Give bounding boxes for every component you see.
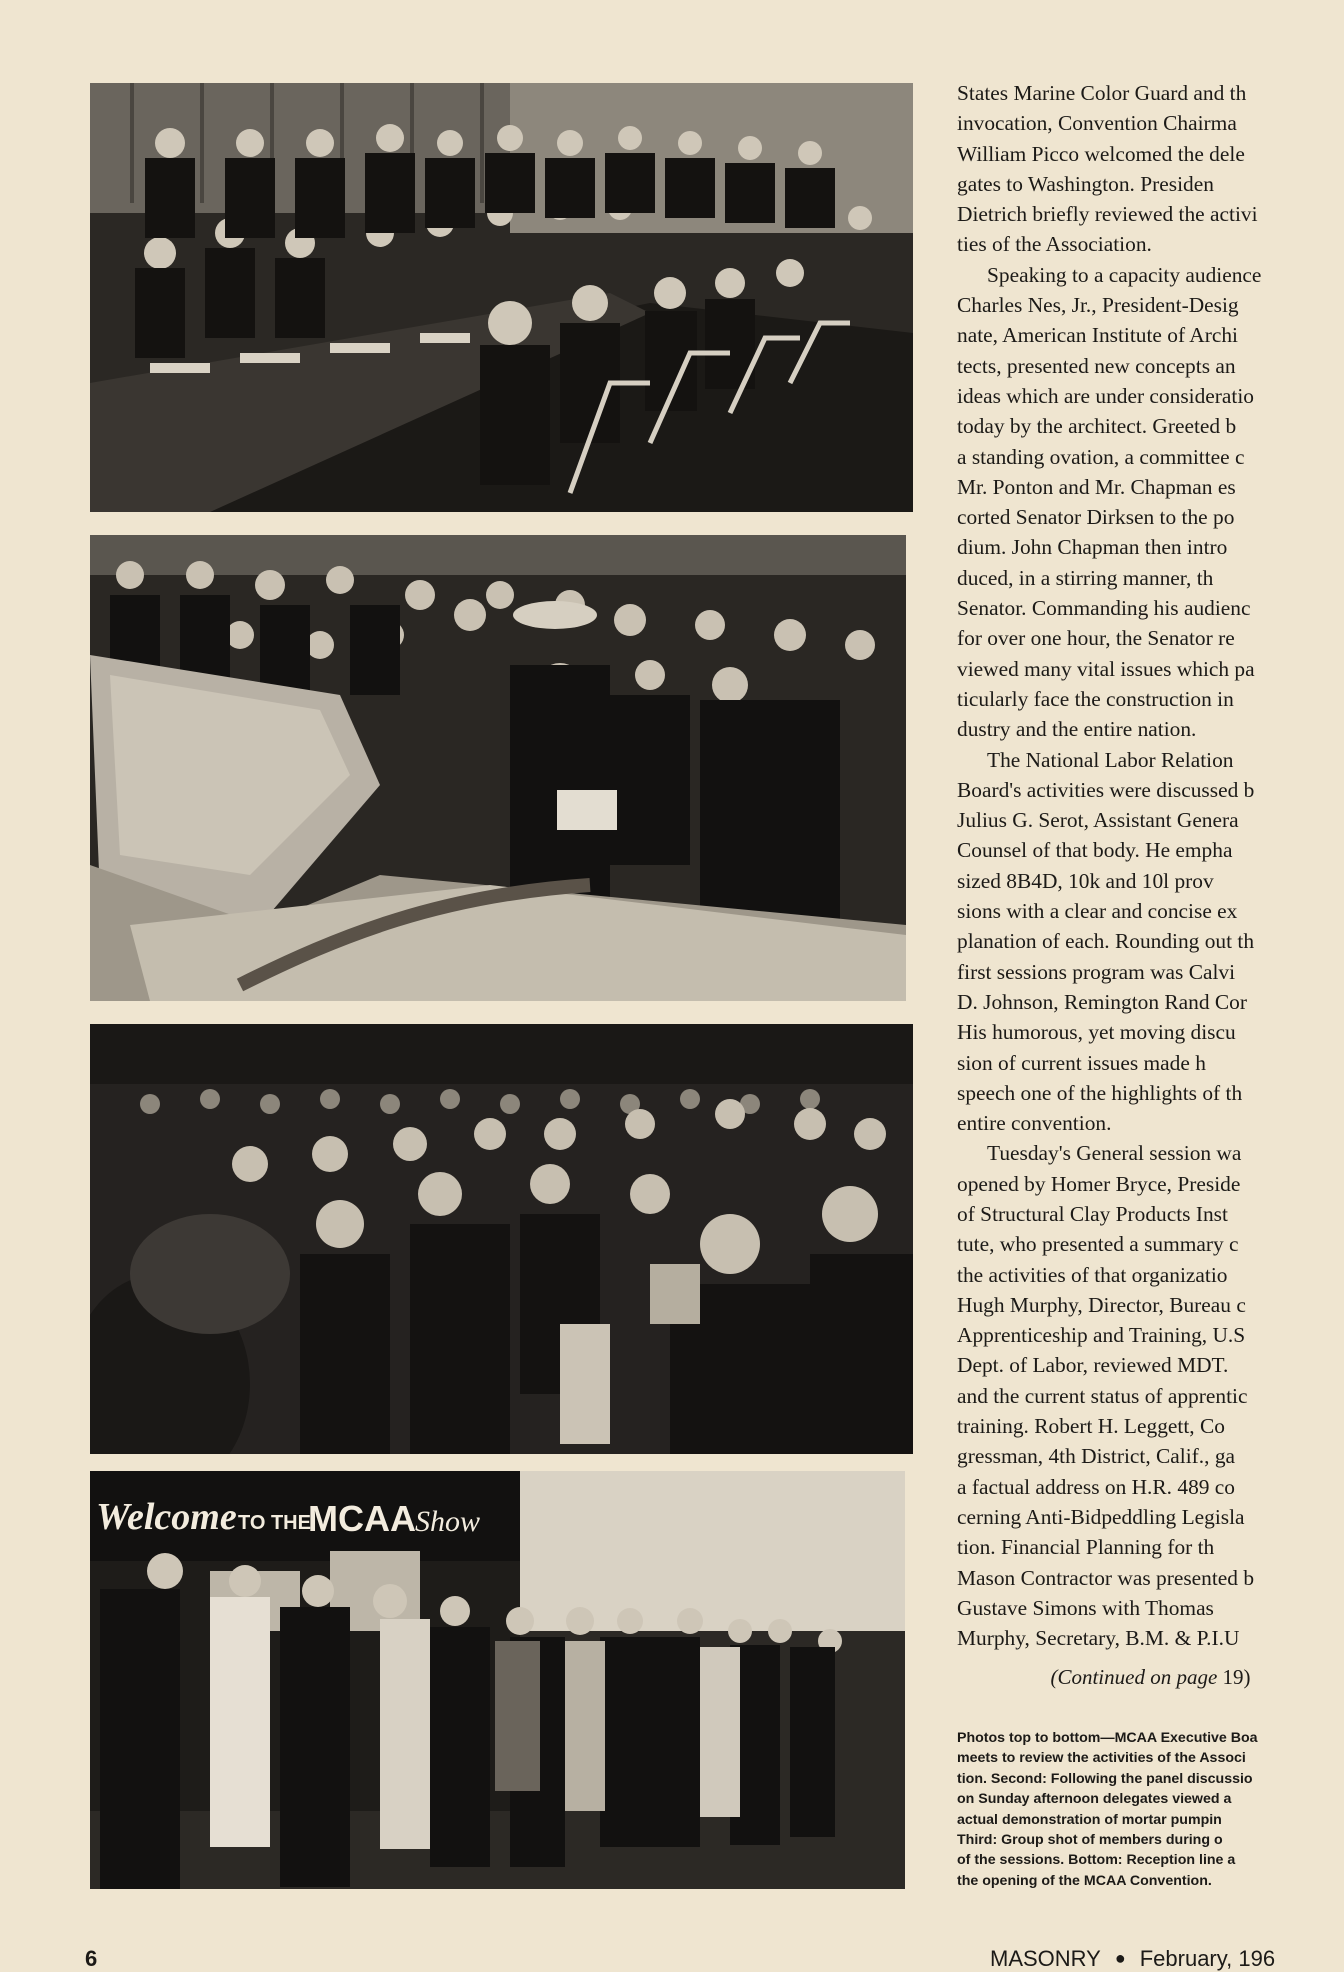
article-line: Gustave Simons with Thomas <box>957 1595 1214 1620</box>
article-line: His humorous, yet moving discu <box>957 1020 1236 1045</box>
article-line: for over one hour, the Senator re <box>957 626 1235 651</box>
article-line: Mason Contractor was presented b <box>957 1565 1255 1590</box>
article-line: Murphy, Secretary, B.M. & P.I.U <box>957 1626 1240 1651</box>
article-line: Mr. Ponton and Mr. Chapman es <box>957 474 1236 499</box>
article-line: Dept. of Labor, reviewed MDT. <box>957 1353 1229 1378</box>
article-line: The National Labor Relation <box>987 747 1234 772</box>
article-line: tects, presented new concepts an <box>957 353 1236 378</box>
continued-label: (Continued on page <box>1050 1665 1218 1689</box>
continued-note <box>957 1665 1344 1690</box>
issue-date: February, 196 <box>1139 1946 1276 1971</box>
article-line: gates to Washington. Presiden <box>957 171 1214 196</box>
caption-line: on Sunday afternoon delegates viewed a <box>957 1791 1232 1808</box>
svg-text:Show: Show <box>415 1505 481 1538</box>
photo-executive-board <box>90 83 913 512</box>
article-line: Senator. Commanding his audienc <box>957 596 1251 621</box>
photo-session-audience <box>90 1024 913 1454</box>
article-line: of Structural Clay Products Inst <box>957 1201 1228 1226</box>
caption-line: Photos top to bottom—MCAA Executive Boa <box>957 1730 1258 1746</box>
article-line: corted Senator Dirksen to the po <box>957 505 1235 530</box>
article-line: States Marine Color Guard and th <box>957 81 1247 105</box>
article-line: gressman, 4th District, Calif., ga <box>957 1444 1236 1469</box>
article-line: today by the architect. Greeted b <box>957 414 1237 439</box>
article-line: nate, American Institute of Archi <box>957 323 1238 348</box>
article-line: training. Robert H. Leggett, Co <box>957 1414 1225 1439</box>
svg-text:TO THE: TO THE <box>238 1512 311 1534</box>
caption-line: tion. Second: Following the panel discussio <box>957 1770 1253 1787</box>
page-number: 6 <box>85 1946 98 1971</box>
article-text <box>957 78 1344 1653</box>
article-line: a standing ovation, a committee c <box>957 444 1245 469</box>
article-line: sions with a clear and concise ex <box>957 899 1238 924</box>
caption-line: Third: Group shot of members during o <box>957 1832 1223 1849</box>
caption-line: of the sessions. Bottom: Reception line a <box>957 1852 1236 1869</box>
article-line: D. Johnson, Remington Rand Cor <box>957 989 1247 1014</box>
article-line: planation of each. Rounding out th <box>957 929 1255 954</box>
article-line: opened by Homer Bryce, Preside <box>957 1171 1241 1196</box>
article-line: ticularly face the construction in <box>957 686 1234 711</box>
article-line: first sessions program was Calvi <box>957 959 1236 984</box>
article-line: ties of the Association. <box>957 232 1152 257</box>
svg-text:MCAA: MCAA <box>308 1498 416 1539</box>
article-line: viewed many vital issues which pa <box>957 656 1255 681</box>
article-line: the activities of that organizatio <box>957 1262 1228 1287</box>
article-line: invocation, Convention Chairma <box>957 111 1237 136</box>
article-line: sized 8B4D, 10k and 10l prov <box>957 868 1214 893</box>
article-line: Board's activities were discussed b <box>957 777 1255 802</box>
caption-line: the opening of the MCAA Convention. <box>957 1872 1212 1889</box>
article-line: speech one of the highlights of th <box>957 1080 1243 1105</box>
welcome-banner: Welcome <box>96 1496 237 1538</box>
article-line: sion of current issues made h <box>957 1050 1206 1075</box>
article-line: dustry and the entire nation. <box>957 717 1197 742</box>
article-line: Apprenticeship and Training, U.S <box>957 1323 1246 1348</box>
article-line: dium. John Chapman then intro <box>957 535 1228 560</box>
caption-line: meets to review the activities of the Associ <box>957 1750 1246 1767</box>
photo-caption <box>957 1728 1344 1891</box>
photo-reception-line <box>90 1471 905 1889</box>
article-line: and the current status of apprentic <box>957 1383 1248 1408</box>
article-line: cerning Anti-Bidpeddling Legisla <box>957 1504 1245 1529</box>
magazine-name: MASONRY <box>990 1946 1101 1971</box>
photo-mortar-pumping-demo <box>90 535 906 1001</box>
caption-line: actual demonstration of mortar pumpin <box>957 1811 1222 1828</box>
article-line: Speaking to a capacity audience <box>987 262 1262 287</box>
article-line: Charles Nes, Jr., President-Desig <box>957 293 1239 318</box>
article-line: tute, who presented a summary c <box>957 1232 1239 1257</box>
article-line: William Picco welcomed the dele <box>957 141 1245 166</box>
article-line: a factual address on H.R. 489 co <box>957 1474 1235 1499</box>
article-line: Julius G. Serot, Assistant Genera <box>957 808 1239 833</box>
article-line: Hugh Murphy, Director, Bureau c <box>957 1292 1246 1317</box>
article-line: ideas which are under consideratio <box>957 383 1254 408</box>
article-line: Dietrich briefly reviewed the activi <box>957 202 1258 227</box>
article-line: tion. Financial Planning for th <box>957 1535 1215 1560</box>
article-line: duced, in a stirring manner, th <box>957 565 1214 590</box>
footer-masthead <box>990 1946 1275 1972</box>
article-line: Tuesday's General session wa <box>987 1141 1242 1166</box>
article-line: entire convention. <box>957 1111 1112 1136</box>
continued-page: 19) <box>1222 1665 1251 1689</box>
bullet-icon: ● <box>1114 1948 1126 1968</box>
article-line: Counsel of that body. He empha <box>957 838 1233 863</box>
